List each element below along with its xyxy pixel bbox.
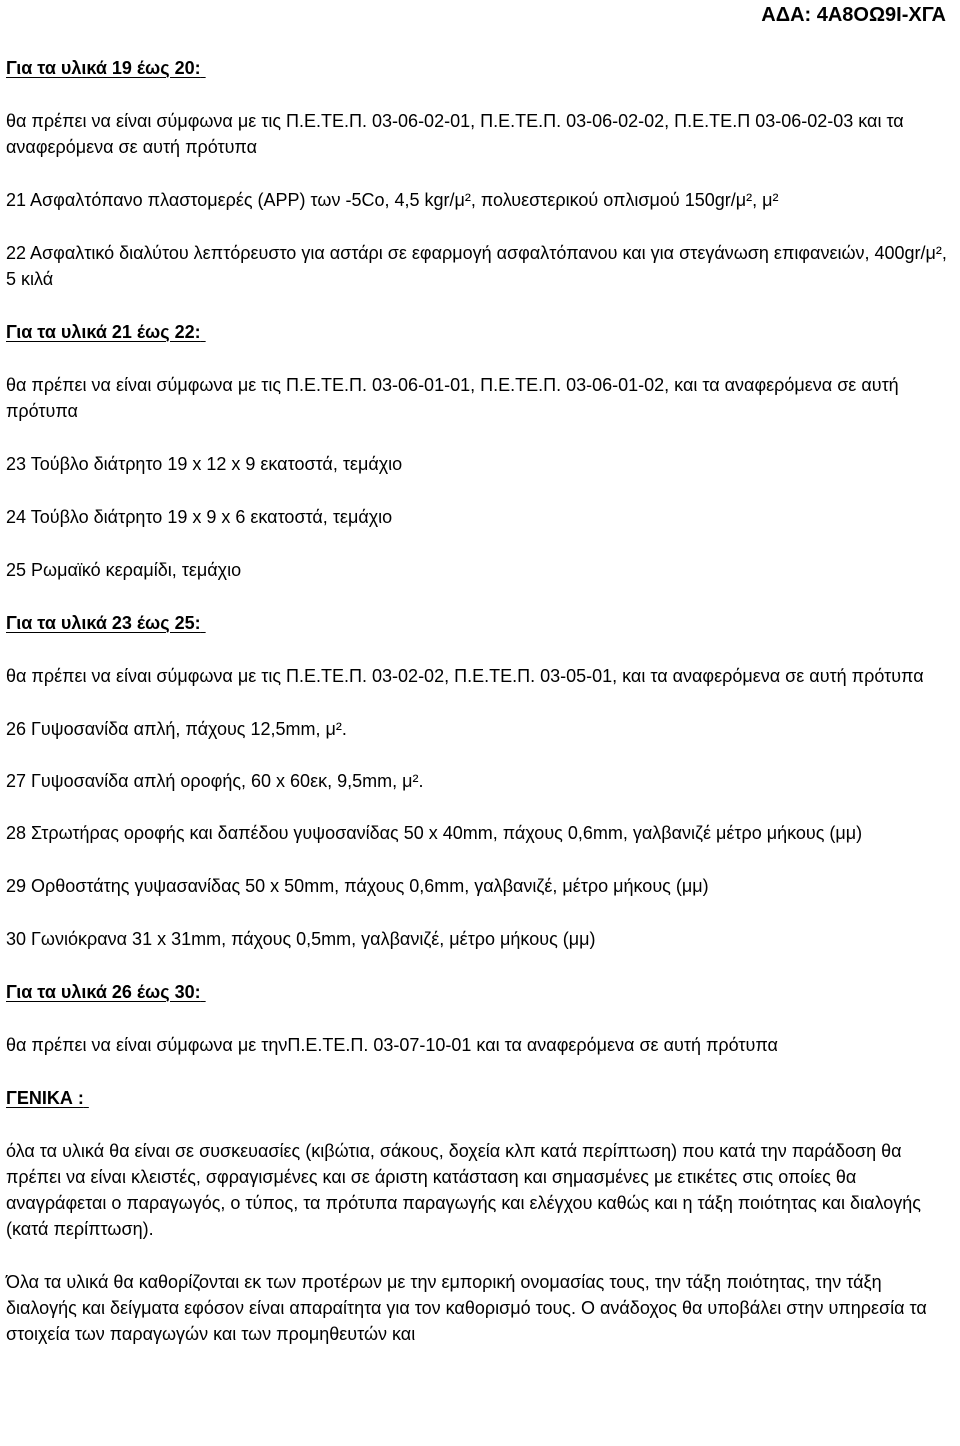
list-item: 23 Τούβλο διάτρητο 19 x 12 x 9 εκατοστά, τεμάχιο <box>6 454 403 474</box>
section-heading-26-30: Για τα υλικά 26 έως 30: <box>6 982 201 1002</box>
list-item: 24 Τούβλο διάτρητο 19 x 9 x 6 εκατοστά, τεμάχιο <box>6 507 393 527</box>
standards-paragraph: θα πρέπει να είναι σύμφωνα με τις Π.Ε.ΤΕ.Π. 03-02-02, Π.Ε.ΤΕ.Π. 03-05-01, και τα αναφερόμενα σε αυτή πρότυπα <box>6 666 924 686</box>
section-heading-23-25: Για τα υλικά 23 έως 25: <box>6 613 201 633</box>
general-paragraph: Όλα τα υλικά θα καθορίζονται εκ των προτέρων με την εμπορική ονομασίας τους, την τάξη ποιότητας, την τάξη διαλογής και δείγματα εφόσον είναι απαραίτητα για τον καθορισμό τους. Ο ανάδοχος θα υποβάλει στην υπηρεσία τα στοιχεία των παραγωγών και των προμηθευτών και <box>6 1272 927 1344</box>
list-item: 21 Ασφαλτόπανο πλαστομερές (ΑΡΡ) των -5Co, 4,5 kgr/μ², πολυεστερικού οπλισμού 150gr/μ², μ² <box>6 190 779 210</box>
list-item: 22 Ασφαλτικό διαλύτου λεπτόρευστο για αστάρι σε εφαρμογή ασφαλτόπανου και για στεγάνωση επιφανειών, 400gr/μ², 5 κιλά <box>6 243 947 289</box>
standards-paragraph: θα πρέπει να είναι σύμφωνα με τηνΠ.Ε.ΤΕ.Π. 03-07-10-01 και τα αναφερόμενα σε αυτή πρότυπα <box>6 1035 778 1055</box>
section-heading-19-20: Για τα υλικά 19 έως 20: <box>6 58 201 78</box>
standards-paragraph: θα πρέπει να είναι σύμφωνα με τις Π.Ε.ΤΕ.Π. 03-06-01-01, Π.Ε.ΤΕ.Π. 03-06-01-02, και τα αναφερόμενα σε αυτή πρότυπα <box>6 375 899 421</box>
document-body <box>6 55 954 1347</box>
ada-code: ΑΔΑ: 4Α8ΟΩ9Ι-ΧΓΑ <box>761 4 946 26</box>
list-item: 30 Γωνιόκρανα 31 x 31mm, πάχους 0,5mm, γαλβανιζέ, μέτρο μήκους (μμ) <box>6 929 596 949</box>
list-item: 25 Ρωμαϊκό κεραμίδι, τεμάχιο <box>6 560 242 580</box>
list-item: 26 Γυψοσανίδα απλή, πάχους 12,5mm, μ². <box>6 719 347 739</box>
section-heading-21-22: Για τα υλικά 21 έως 22: <box>6 322 201 342</box>
section-heading-general: ΓΕΝΙΚΑ : <box>6 1088 84 1108</box>
list-item: 29 Ορθοστάτης γυψασανίδας 50 x 50mm, πάχους 0,6mm, γαλβανιζέ, μέτρο μήκους (μμ) <box>6 876 709 896</box>
standards-paragraph: θα πρέπει να είναι σύμφωνα με τις Π.Ε.ΤΕ.Π. 03-06-02-01, Π.Ε.ΤΕ.Π. 03-06-02-02, Π.Ε.ΤΕ.Π 03-06-02-03 και τα αναφερόμενα σε αυτή πρότυπα <box>6 111 904 157</box>
list-item: 27 Γυψοσανίδα απλή οροφής, 60 x 60εκ, 9,5mm, μ². <box>6 771 424 791</box>
general-paragraph: όλα τα υλικά θα είναι σε συσκευασίες (κιβώτια, σάκους, δοχεία κλπ κατά περίπτωση) που κατά την παράδοση θα πρέπει να είναι κλειστές, σφραγισμένες και σε άριστη κατάσταση και σημασμένες με ετικέτες στις οποίες θα αναγράφεται ο παραγωγός, ο τύπος, τα πρότυπα παραγωγής και ελέγχου καθώς και η τάξη ποιότητας και διαλογής (κατά περίπτωση). <box>6 1141 921 1239</box>
list-item: 28 Στρωτήρας οροφής και δαπέδου γυψοσανίδας 50 x 40mm, πάχους 0,6mm, γαλβανιζέ μέτρο μήκους (μμ) <box>6 823 863 843</box>
